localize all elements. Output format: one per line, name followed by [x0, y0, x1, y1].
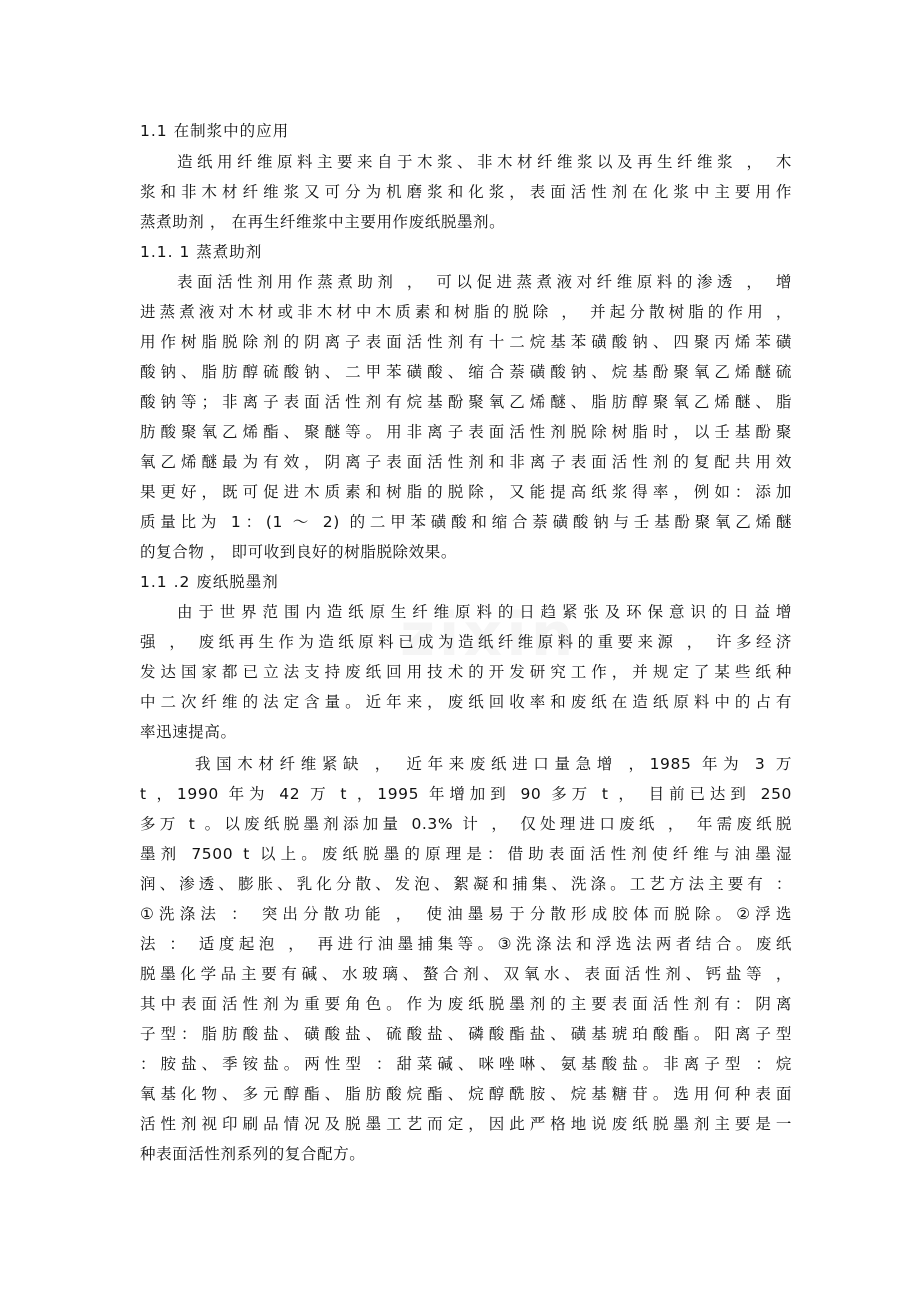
paragraph-line: ：胺盐、季铵盐。两性型 ：甜菜碱、咪唑啉、氨基酸盐。非离子型 ：烷: [140, 1055, 792, 1073]
section-heading-1-1-2: 1.1 .2 废纸脱墨剂: [140, 573, 279, 591]
paragraph-line: 造纸用纤维原料主要来自于木浆、非木材纤维浆以及再生纤维浆 ， 木: [177, 153, 792, 171]
paragraph-line: 氧乙烯醚最为有效，阴离子表面活性剂和非离子表面活性剂的复配共用效: [140, 453, 792, 471]
paragraph-line: 活性剂视印刷品情况及脱墨工艺而定，因此严格地说废纸脱墨剂主要是一: [140, 1115, 792, 1133]
section-heading-1-1: 1.1 在制浆中的应用: [140, 122, 290, 140]
section-heading-1-1-1: 1.1. 1 蒸煮助剂: [140, 243, 263, 261]
paragraph-line: 子型：脂肪酸盐、磺酸盐、硫酸盐、磷酸酯盐、磺基琥珀酸酯。阳离子型: [140, 1025, 792, 1043]
paragraph-line: 表面活性剂用作蒸煮助剂 ， 可以促进蒸煮液对纤维原料的渗透 ， 增: [177, 273, 792, 291]
paragraph-line: 种表面活性剂系列的复合配方。: [140, 1145, 366, 1163]
paragraph-line: t ，1990 年为 42 万 t ，1995 年增加到 90 多万 t ， 目前已达到 250: [140, 785, 792, 803]
paragraph-line: 由于世界范围内造纸原生纤维原料的日趋紧张及环保意识的日益增: [177, 603, 792, 621]
paragraph-line: 我国木材纤维紧缺 ， 近年来废纸进口量急增 ，1985 年为 3 万: [195, 755, 792, 773]
paragraph-line: 强 ， 废纸再生作为造纸原料已成为造纸纤维原料的重要来源 ， 许多经济: [140, 633, 792, 651]
paragraph-line: 其中表面活性剂为重要角色。作为废纸脱墨剂的主要表面活性剂有：阴离: [140, 995, 792, 1013]
paragraph-line: 浆和非木材纤维浆又可分为机磨浆和化浆，表面活性剂在化浆中主要用作: [140, 183, 792, 201]
paragraph-line: 蒸煮助剂 ， 在再生纤维浆中主要用作废纸脱墨剂。: [140, 213, 506, 231]
paragraph-line: 多万 t 。以废纸脱墨剂添加量 0.3% 计 ， 仅处理进口废纸 ， 年需废纸脱: [140, 815, 792, 833]
paragraph-line: 酸钠、脂肪醇硫酸钠、二甲苯磺酸、缩合萘磺酸钠、烷基酚聚氧乙烯醚硫: [140, 363, 792, 381]
paragraph-line: 润、渗透、膨胀、乳化分散、发泡、絮凝和捕集、洗涤。工艺方法主要有 ：: [140, 875, 792, 893]
paragraph-line: 进蒸煮液对木材或非木材中木质素和树脂的脱除 ， 并起分散树脂的作用 ，: [140, 303, 792, 321]
paragraph-line: 用作树脂脱除剂的阴离子表面活性剂有十二烷基苯磺酸钠、四聚丙烯苯磺: [140, 333, 792, 351]
paragraph-line: 质量比为 1：(1 ～ 2) 的二甲苯磺酸和缩合萘磺酸钠与壬基酚聚氧乙烯醚: [140, 513, 792, 531]
paragraph-line: 法 ： 适度起泡 ， 再进行油墨捕集等。③洗涤法和浮选法两者结合。废纸: [140, 935, 792, 953]
paragraph-line: 酸钠等；非离子表面活性剂有烷基酚聚氧乙烯醚、脂肪醇聚氧乙烯醚、脂: [140, 393, 792, 411]
paragraph-line: 氧基化物、多元醇酯、脂肪酸烷酯、烷醇酰胺、烷基糖苷。选用何种表面: [140, 1085, 792, 1103]
paragraph-line: 的复合物 ， 即可收到良好的树脂脱除效果。: [140, 543, 457, 561]
paragraph-line: 果更好，既可促进木质素和树脂的脱除，又能提高纸浆得率，例如：添加: [140, 483, 792, 501]
paragraph-line: 墨剂 7500 t 以上。废纸脱墨的原理是：借助表面活性剂使纤维与油墨湿: [140, 845, 792, 863]
paragraph-line: 肪酸聚氧乙烯酯、聚醚等。用非离子表面活性剂脱除树脂时，以壬基酚聚: [140, 423, 792, 441]
paragraph-line: 率迅速提高。: [140, 723, 237, 741]
paragraph-line: 中二次纤维的法定含量。近年来，废纸回收率和废纸在造纸原料中的占有: [140, 693, 792, 711]
paragraph-line: ①洗涤法 ： 突出分散功能 ， 使油墨易于分散形成胶体而脱除。②浮选: [140, 905, 792, 923]
paragraph-line: 发达国家都已立法支持废纸回用技术的开发研究工作，并规定了某些纸种: [140, 663, 792, 681]
paragraph-line: 脱墨化学品主要有碱、水玻璃、螯合剂、双氧水、表面活性剂、钙盐等 ，: [140, 965, 792, 983]
